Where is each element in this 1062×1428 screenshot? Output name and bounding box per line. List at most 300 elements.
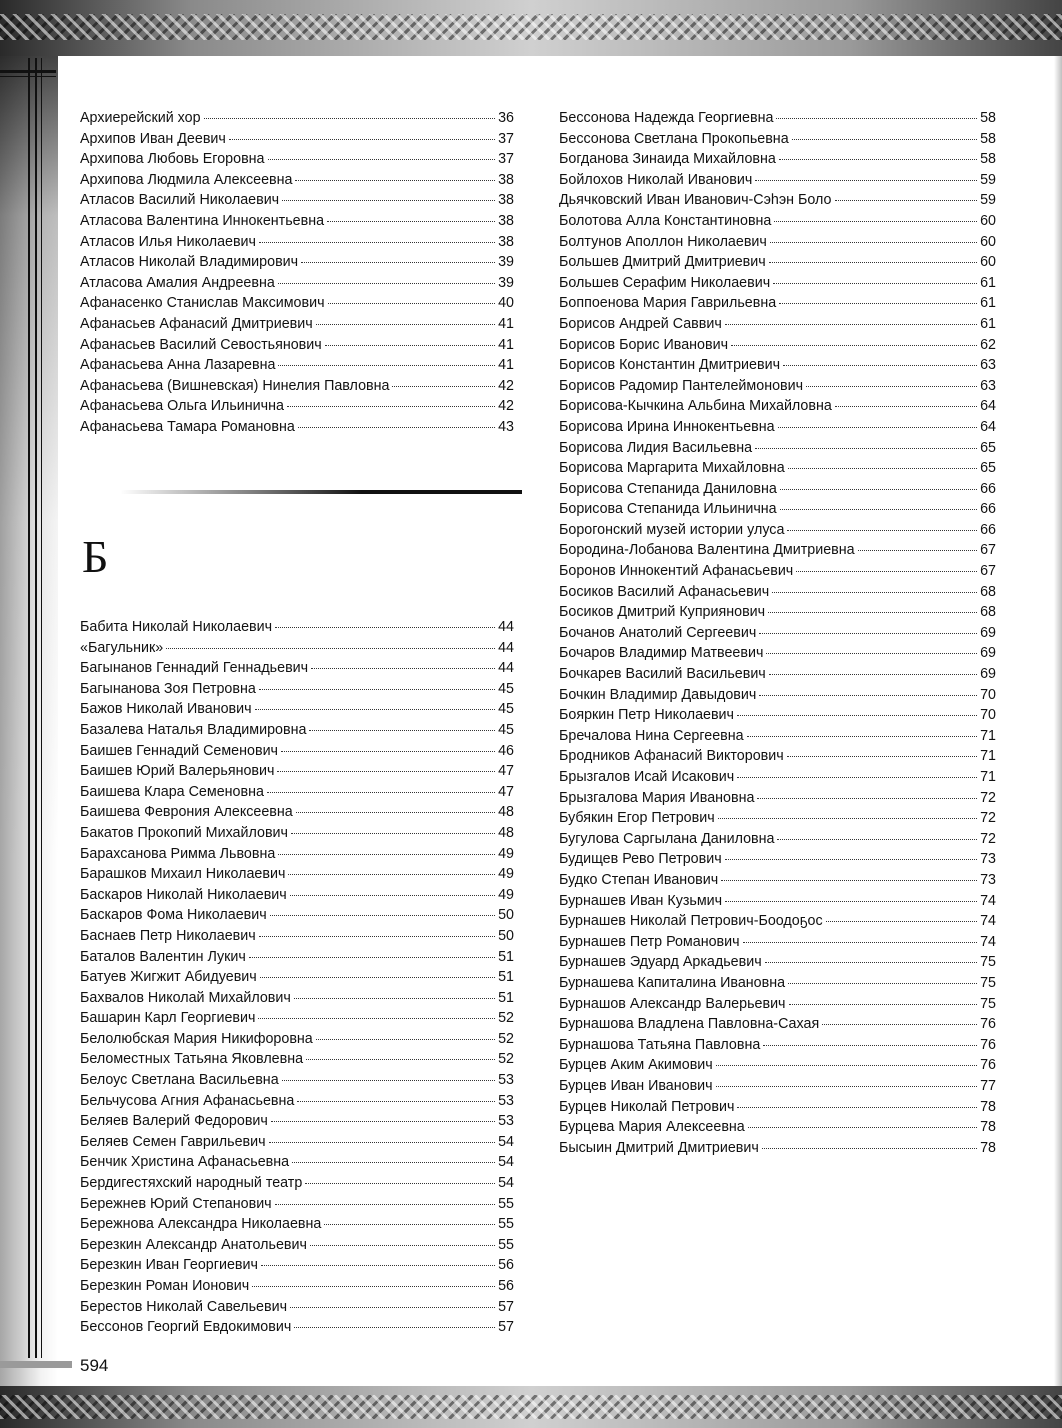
- dot-leader: [769, 262, 977, 263]
- entry-name: Будко Степан Иванович: [559, 871, 719, 888]
- entry-page: 59: [980, 192, 996, 209]
- dot-leader: [826, 921, 977, 922]
- dot-leader: [768, 612, 977, 613]
- entry-name: Бурцев Иван Иванович: [559, 1077, 713, 1094]
- entry-page: 44: [498, 660, 514, 677]
- entry-page: 46: [498, 742, 514, 759]
- entry-page: 51: [498, 969, 514, 986]
- entry-page: 69: [980, 666, 996, 683]
- entry-page: 52: [498, 1010, 514, 1027]
- dot-leader: [255, 709, 496, 710]
- dot-leader: [737, 715, 977, 716]
- index-entry: [559, 994, 996, 1015]
- dot-leader: [788, 468, 977, 469]
- dot-leader: [858, 550, 977, 551]
- entry-name: Бурнашова Владлена Павловна-Сахая: [559, 1016, 820, 1033]
- dot-leader: [268, 159, 496, 160]
- entry-page: 70: [980, 686, 996, 703]
- dot-leader: [788, 983, 977, 984]
- index-entry: [80, 1173, 514, 1194]
- entry-name: Атласов Николай Владимирович: [80, 254, 299, 271]
- entry-page: 59: [980, 171, 996, 188]
- entry-name: Бердигестяхский народный театр: [80, 1175, 303, 1192]
- entry-name: Бенчик Христина Афанасьевна: [80, 1154, 290, 1171]
- index-entry: [80, 190, 514, 211]
- entry-name: Будищев Рево Петрович: [559, 851, 722, 868]
- dot-leader: [288, 874, 495, 875]
- footer-bar: [0, 1361, 72, 1368]
- entry-name: Базалева Наталья Владимировна: [80, 721, 307, 738]
- index-entry: [559, 829, 996, 850]
- entry-page: 75: [980, 995, 996, 1012]
- entry-page: 65: [980, 439, 996, 456]
- index-entry: [559, 499, 996, 520]
- entry-name: Атласов Василий Николаевич: [80, 192, 280, 209]
- entry-name: Бочанов Анатолий Сергеевич: [559, 624, 757, 641]
- entry-page: 38: [498, 192, 514, 209]
- entry-page: 63: [980, 377, 996, 394]
- index-entry: [80, 1317, 514, 1338]
- dot-leader: [328, 303, 496, 304]
- index-entry: [559, 911, 996, 932]
- index-entry: [559, 417, 996, 438]
- dot-leader: [789, 1004, 978, 1005]
- index-entry: [80, 293, 514, 314]
- entry-page: 49: [498, 845, 514, 862]
- entry-page: 66: [980, 480, 996, 497]
- entry-page: 58: [980, 110, 996, 126]
- entry-page: 61: [980, 274, 996, 291]
- dot-leader: [311, 668, 495, 669]
- index-entry: [559, 520, 996, 541]
- entry-page: 66: [980, 521, 996, 538]
- entry-page: 53: [498, 1113, 514, 1130]
- entry-page: 66: [980, 501, 996, 518]
- index-entry: [559, 355, 996, 376]
- entry-name: Брызгалов Исай Исакович: [559, 769, 735, 785]
- entry-page: 37: [498, 130, 514, 147]
- entry-page: 36: [498, 110, 514, 126]
- dot-leader: [392, 386, 495, 387]
- entry-page: 55: [498, 1216, 514, 1233]
- dot-leader: [229, 139, 495, 140]
- entry-name: Баишева Клара Семеновна: [80, 783, 264, 800]
- index-entry: [80, 761, 514, 782]
- dot-leader: [772, 592, 977, 593]
- index-entry: [80, 1297, 514, 1318]
- entry-page: 60: [980, 212, 996, 229]
- entry-name: Дьячковский Иван Иванович-Сэһэн Боло: [559, 192, 832, 209]
- index-entry: [80, 679, 514, 700]
- index-entry: [559, 170, 996, 191]
- entry-page: 55: [498, 1236, 514, 1253]
- index-entry: [80, 802, 514, 823]
- entry-name: Боппоенова Мария Гаврильевна: [559, 295, 777, 312]
- entry-page: 72: [980, 830, 996, 847]
- frame-rule: [28, 58, 30, 1358]
- entry-name: Бессонов Георгий Евдокимович: [80, 1319, 292, 1336]
- entry-name: Борисов Андрей Саввич: [559, 315, 722, 332]
- entry-name: Баталов Валентин Лукич: [80, 948, 246, 965]
- entry-name: Афанасьева Тамара Романовна: [80, 418, 295, 435]
- entry-page: 74: [980, 913, 996, 930]
- dot-leader: [766, 653, 977, 654]
- entry-name: Бурнашов Александр Валерьевич: [559, 995, 786, 1012]
- index-entry: [80, 1091, 514, 1112]
- index-entry: [80, 1132, 514, 1153]
- dot-leader: [324, 1224, 495, 1225]
- entry-page: 40: [498, 295, 514, 312]
- entry-name: Батуев Жигжит Абидуевич: [80, 969, 257, 986]
- entry-name: Большев Серафим Николаевич: [559, 274, 771, 291]
- dot-leader: [267, 792, 495, 793]
- dot-leader: [737, 777, 977, 778]
- index-entry: [559, 1055, 996, 1076]
- index-column-a: [80, 108, 514, 438]
- entry-name: Беляев Семен Гаврильевич: [80, 1133, 266, 1150]
- entry-page: 60: [980, 233, 996, 250]
- entry-name: Бурнашев Иван Кузьмич: [559, 892, 723, 909]
- entry-page: 38: [498, 212, 514, 229]
- index-entry: [559, 458, 996, 479]
- entry-name: Баскаров Фома Николаевич: [80, 907, 267, 924]
- index-entry: [80, 376, 514, 397]
- entry-name: Барахсанова Римма Львовна: [80, 845, 276, 862]
- entry-page: 72: [980, 789, 996, 806]
- entry-page: 73: [980, 851, 996, 868]
- entry-page: 53: [498, 1072, 514, 1089]
- dot-leader: [780, 489, 977, 490]
- entry-page: 44: [498, 619, 514, 635]
- entry-page: 58: [980, 151, 996, 168]
- dot-leader: [763, 1045, 977, 1046]
- dot-leader: [282, 1080, 495, 1081]
- dot-leader: [755, 180, 977, 181]
- dot-leader: [259, 689, 495, 690]
- index-entry: [80, 720, 514, 741]
- entry-name: Бречалова Нина Сергеевна: [559, 727, 744, 744]
- dot-leader: [759, 695, 977, 696]
- index-entry: [80, 170, 514, 191]
- dot-leader: [281, 751, 495, 752]
- entry-page: 74: [980, 933, 996, 950]
- entry-page: 38: [498, 233, 514, 250]
- dot-leader: [774, 221, 977, 222]
- top-ornament-band: [0, 0, 1062, 56]
- dot-leader: [271, 1121, 495, 1122]
- entry-page: 54: [498, 1175, 514, 1192]
- dot-leader: [294, 998, 495, 999]
- entry-page: 64: [980, 398, 996, 415]
- entry-name: Бережнова Александра Николаевна: [80, 1216, 322, 1233]
- index-entry: [559, 376, 996, 397]
- entry-name: Бурнашова Татьяна Павловна: [559, 1036, 761, 1053]
- dot-leader: [777, 839, 977, 840]
- index-entry: [559, 1035, 996, 1056]
- entry-page: 68: [980, 583, 996, 600]
- dot-leader: [310, 1245, 495, 1246]
- dot-leader: [291, 833, 495, 834]
- dot-leader: [325, 345, 495, 346]
- entry-page: 45: [498, 680, 514, 697]
- index-entry: [80, 1111, 514, 1132]
- dot-leader: [260, 977, 495, 978]
- entry-name: Атласова Валентина Иннокентьевна: [80, 212, 325, 229]
- entry-page: 47: [498, 763, 514, 780]
- right-edge-shadow: [1054, 56, 1062, 1386]
- index-column-c: [559, 108, 996, 1158]
- index-entry: [559, 582, 996, 603]
- index-entry: [80, 699, 514, 720]
- entry-page: 38: [498, 171, 514, 188]
- index-entry: [559, 891, 996, 912]
- index-entry: [80, 1029, 514, 1050]
- entry-name: Борисова-Кычкина Альбина Михайловна: [559, 398, 832, 415]
- dot-leader: [822, 1024, 977, 1025]
- entry-page: 52: [498, 1030, 514, 1047]
- index-entry: [80, 252, 514, 273]
- dot-leader: [776, 118, 977, 119]
- entry-page: 53: [498, 1092, 514, 1109]
- index-entry: [80, 1276, 514, 1297]
- page-number: 594: [80, 1356, 109, 1375]
- dot-leader: [787, 756, 977, 757]
- entry-page: 54: [498, 1154, 514, 1171]
- dot-leader: [721, 880, 977, 881]
- index-entry: [80, 1049, 514, 1070]
- dot-leader: [275, 1204, 495, 1205]
- entry-name: Борисов Константин Дмитриевич: [559, 357, 781, 374]
- dot-leader: [762, 1148, 977, 1149]
- index-entry: [559, 396, 996, 417]
- entry-page: 41: [498, 336, 514, 353]
- entry-name: Борисова Маргарита Михайловна: [559, 460, 785, 477]
- index-entry: [559, 932, 996, 953]
- entry-page: 78: [980, 1119, 996, 1136]
- entry-name: Афанасьева (Вишневская) Нинелия Павловна: [80, 377, 390, 394]
- entry-page: 78: [980, 1098, 996, 1115]
- dot-leader: [731, 345, 977, 346]
- entry-page: 44: [498, 639, 514, 656]
- entry-name: Бажов Николай Иванович: [80, 701, 252, 718]
- index-entry: [80, 1255, 514, 1276]
- entry-name: Беляев Валерий Федорович: [80, 1113, 268, 1130]
- index-entry: [559, 973, 996, 994]
- index-entry: [80, 149, 514, 170]
- dot-leader: [290, 1307, 495, 1308]
- index-entry: [559, 273, 996, 294]
- entry-name: Башарин Карл Георгиевич: [80, 1010, 256, 1027]
- entry-name: Большев Дмитрий Дмитриевич: [559, 254, 766, 271]
- index-entry: [559, 293, 996, 314]
- entry-name: Богданова Зинаида Михайловна: [559, 151, 776, 168]
- dot-leader: [787, 530, 977, 531]
- entry-name: «Багульник»: [80, 639, 164, 656]
- entry-name: Березкин Роман Ионович: [80, 1278, 250, 1294]
- index-entry: [559, 643, 996, 664]
- entry-page: 76: [980, 1036, 996, 1053]
- frame-rule: [41, 58, 42, 1358]
- entry-page: 49: [498, 886, 514, 903]
- entry-page: 78: [980, 1139, 996, 1156]
- index-entry: [80, 782, 514, 803]
- entry-name: Бурнашев Петр Романович: [559, 933, 740, 950]
- bottom-ornament-band: [0, 1386, 1062, 1428]
- entry-name: Бережнев Юрий Степанович: [80, 1195, 272, 1212]
- entry-page: 54: [498, 1133, 514, 1150]
- index-entry: [80, 864, 514, 885]
- index-entry: [80, 417, 514, 438]
- entry-name: Баишев Геннадий Семенович: [80, 742, 279, 759]
- dot-leader: [769, 674, 977, 675]
- entry-page: 73: [980, 871, 996, 888]
- entry-name: Болтунов Аполлон Николаевич: [559, 233, 767, 250]
- entry-name: Афанасьева Ольга Ильинична: [80, 398, 284, 415]
- dot-leader: [287, 406, 495, 407]
- entry-name: Афанасенко Станислав Максимович: [80, 295, 325, 312]
- entry-page: 72: [980, 810, 996, 827]
- index-entry: [80, 355, 514, 376]
- entry-name: Бурцев Аким Акимович: [559, 1057, 713, 1074]
- entry-name: Архипова Любовь Егоровна: [80, 151, 265, 168]
- entry-name: Борисова Лидия Васильевна: [559, 439, 753, 456]
- index-entry: [559, 561, 996, 582]
- entry-page: 48: [498, 804, 514, 821]
- entry-name: Багынанова Зоя Петровна: [80, 680, 256, 697]
- section-divider: [120, 490, 522, 494]
- dot-leader: [757, 798, 977, 799]
- dot-leader: [258, 1018, 495, 1019]
- entry-name: Бугулова Саргылана Даниловна: [559, 830, 775, 847]
- entry-name: Бессонова Надежда Георгиевна: [559, 110, 774, 126]
- dot-leader: [835, 406, 977, 407]
- entry-page: 67: [980, 563, 996, 580]
- dot-leader: [297, 1101, 495, 1102]
- dot-leader: [305, 1183, 495, 1184]
- index-entry: [80, 741, 514, 762]
- entry-page: 43: [498, 418, 514, 435]
- entry-page: 41: [498, 357, 514, 374]
- dot-leader: [718, 818, 977, 819]
- entry-page: 76: [980, 1016, 996, 1033]
- index-entry: [80, 273, 514, 294]
- entry-name: Бойлохов Николай Иванович: [559, 171, 753, 188]
- index-entry: [559, 664, 996, 685]
- index-entry: [80, 211, 514, 232]
- dot-leader: [269, 1142, 496, 1143]
- entry-page: 50: [498, 907, 514, 924]
- dot-leader: [252, 1286, 495, 1287]
- entry-page: 45: [498, 701, 514, 718]
- dot-leader: [275, 627, 495, 628]
- dot-leader: [295, 180, 495, 181]
- entry-page: 70: [980, 707, 996, 724]
- index-entry: [559, 870, 996, 891]
- entry-name: Бысыин Дмитрий Дмитриевич: [559, 1139, 759, 1156]
- index-entry: [80, 1235, 514, 1256]
- entry-name: Боронов Иннокентий Афанасьевич: [559, 563, 794, 580]
- entry-page: 77: [980, 1077, 996, 1094]
- entry-page: 52: [498, 1051, 514, 1068]
- entry-name: Архиерейский хор: [80, 110, 201, 126]
- index-entry: [80, 314, 514, 335]
- entry-name: Бурцева Мария Алексеевна: [559, 1119, 745, 1136]
- entry-name: Бахвалов Николай Михайлович: [80, 989, 291, 1006]
- entry-name: Баснаев Петр Николаевич: [80, 927, 256, 944]
- dot-leader: [748, 1127, 977, 1128]
- entry-page: 69: [980, 645, 996, 662]
- entry-page: 56: [498, 1278, 514, 1294]
- entry-page: 75: [980, 954, 996, 971]
- index-entry: [559, 952, 996, 973]
- entry-name: Бочкарев Василий Васильевич: [559, 666, 766, 683]
- entry-name: Брызгалова Мария Ивановна: [559, 789, 755, 806]
- entry-page: 47: [498, 783, 514, 800]
- index-entry: [559, 1138, 996, 1159]
- entry-name: Беломестных Татьяна Яковлевна: [80, 1051, 304, 1068]
- entry-page: 69: [980, 624, 996, 641]
- entry-page: 67: [980, 542, 996, 559]
- entry-name: Бояркин Петр Николаевич: [559, 707, 734, 724]
- index-entry: [559, 1014, 996, 1035]
- dot-leader: [277, 771, 495, 772]
- dot-leader: [316, 1039, 495, 1040]
- entry-page: 48: [498, 824, 514, 841]
- index-entry: [559, 252, 996, 273]
- index-entry: [80, 335, 514, 356]
- entry-name: Болотова Алла Константиновна: [559, 212, 772, 229]
- entry-name: Атласов Илья Николаевич: [80, 233, 256, 250]
- index-entry: [559, 335, 996, 356]
- index-entry: [559, 1076, 996, 1097]
- entry-page: 58: [980, 130, 996, 147]
- entry-name: Березкин Александр Анатольевич: [80, 1236, 307, 1253]
- dot-leader: [249, 957, 495, 958]
- entry-page: 63: [980, 357, 996, 374]
- entry-name: Борогонский музей истории улуса: [559, 521, 785, 538]
- dot-leader: [278, 854, 495, 855]
- entry-name: Бельчусова Агния Афанасьевна: [80, 1092, 295, 1109]
- dot-leader: [737, 1107, 977, 1108]
- index-entry: [559, 767, 996, 788]
- index-entry: [559, 479, 996, 500]
- entry-name: Бродников Афанасий Викторович: [559, 748, 784, 765]
- entry-name: Барашков Михаил Николаевич: [80, 866, 286, 883]
- index-entry: [559, 623, 996, 644]
- dot-leader: [290, 895, 495, 896]
- dot-leader: [806, 386, 977, 387]
- dot-leader: [261, 1265, 495, 1266]
- dot-leader: [716, 1086, 977, 1087]
- entry-name: Архипова Людмила Алексеевна: [80, 171, 293, 188]
- entry-page: 62: [980, 336, 996, 353]
- dot-leader: [204, 118, 496, 119]
- dot-leader: [716, 1065, 977, 1066]
- entry-name: Бубякин Егор Петрович: [559, 810, 715, 827]
- index-column-b: [80, 617, 514, 1338]
- index-entry: [80, 885, 514, 906]
- entry-name: Борисова Степанида Даниловна: [559, 480, 777, 497]
- index-entry: [80, 947, 514, 968]
- index-entry: [80, 617, 514, 638]
- entry-page: 68: [980, 604, 996, 621]
- dot-leader: [780, 509, 977, 510]
- index-entry: [80, 1070, 514, 1091]
- dot-leader: [747, 736, 977, 737]
- dot-leader: [294, 1327, 495, 1328]
- entry-name: Бабита Николай Николаевич: [80, 619, 273, 635]
- entry-page: 49: [498, 866, 514, 883]
